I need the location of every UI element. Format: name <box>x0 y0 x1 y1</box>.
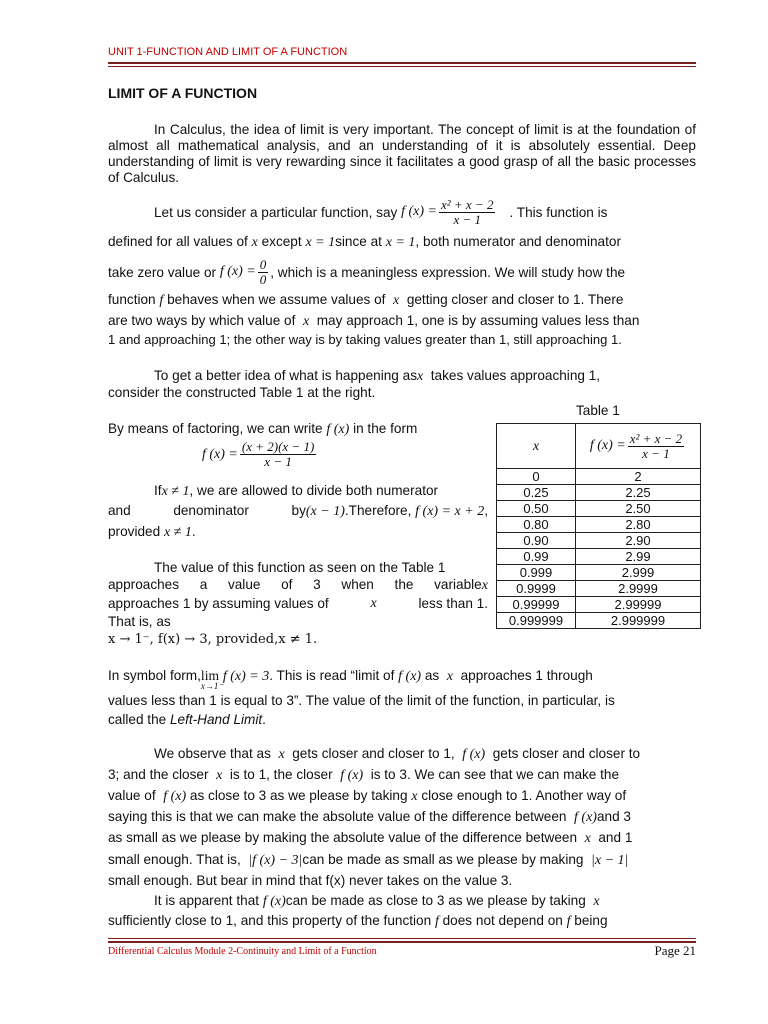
table-header-x: x <box>497 424 576 469</box>
para3-line2: consider the constructed Table 1 at the right. <box>108 385 376 400</box>
observe-line6: small enough. That is, |f (x) − 3|can be made as small as we please by making |x − 1| <box>108 852 629 868</box>
table-row <box>497 565 701 581</box>
table-cell-fx: 2.99999 <box>576 597 701 613</box>
header-rule <box>108 62 696 64</box>
observe-line5: as small as we please by making the absolute value of the difference between x and 1 <box>108 830 633 846</box>
table-row <box>497 485 701 501</box>
para2-line6: 1 and approaching 1; the other way is by taking values greater than 1, still approaching 1. <box>108 332 622 347</box>
table-row <box>497 469 701 485</box>
approach-line5: x → 1⁻, f(x) → 3, provided,x ≠ 1. <box>108 632 318 647</box>
table-cell-x: 0.80 <box>497 517 576 533</box>
symbol-line1: In symbol form,lim x→1⁻ f (x) = 3. This is read “limit of f (x) as x approaches 1 through <box>108 668 593 691</box>
table-row <box>497 581 701 597</box>
table-cell-fx: 2 <box>576 469 701 485</box>
table-caption: Table 1 <box>576 403 620 418</box>
apparent-line2: sufficiently close to 1, and this property of the function f does not depend on f being <box>108 913 608 929</box>
approach-line4: That is, as <box>108 614 171 629</box>
para2-line1: Let us consider a particular function, say f (x) = $\frac{\text{x² + x − 2}}{x - 1}$ . This function is <box>154 196 608 227</box>
table-cell-fx: 2.50 <box>576 501 701 517</box>
table-cell-fx: 2.25 <box>576 485 701 501</box>
symbol-line3: called the Left-Hand Limit. <box>108 712 266 727</box>
table-cell-x: 0.50 <box>497 501 576 517</box>
para2-line2: defined for all values of x except x = 1since at x = 1, both numerator and denominator <box>108 234 621 250</box>
approach-line2: approaches a value of 3 when the variablex <box>108 577 488 593</box>
para3-line1: To get a better idea of what is happening asx takes values approaching 1, <box>154 368 601 384</box>
table-cell-x: 0.90 <box>497 533 576 549</box>
footer-rule <box>108 941 696 943</box>
table-row <box>497 549 701 565</box>
running-footer: Differential Calculus Module 2-Continuity and Limit of a Function <box>108 946 377 957</box>
approach-line3: approaches 1 by assuming values of x less than 1. <box>108 596 488 611</box>
table-cell-x: 0.25 <box>497 485 576 501</box>
header-rule-thin <box>108 66 696 67</box>
table-cell-fx: 2.999 <box>576 565 701 581</box>
observe-line1: We observe that as x gets closer and closer to 1, f (x) gets closer and closer to <box>154 746 641 762</box>
table-row <box>497 597 701 613</box>
factoring-line5: provided x ≠ 1. <box>108 524 196 540</box>
factoring-line3: Ifx ≠ 1, we are allowed to divide both numerator <box>154 483 439 499</box>
observe-line4: saying this is that we can make the absolute value of the difference between f (x)and 3 <box>108 809 631 825</box>
table-row <box>497 613 701 629</box>
table-cell-fx: 2.9999 <box>576 581 701 597</box>
running-header: UNIT 1-FUNCTION AND LIMIT OF A FUNCTION <box>108 46 348 58</box>
intro-paragraph: In Calculus, the idea of limit is very important. The concept of limit is at the foundation of almost all mathematical analysis, and an understanding of it is absolutely essential. Deep understanding of limit is very rewarding since it facilitates a good grasp of all the basic processes of Calculus. <box>108 122 696 185</box>
table-cell-x: 0.9999 <box>497 581 576 597</box>
table-row <box>497 517 701 533</box>
table-cell-x: 0.99999 <box>497 597 576 613</box>
page-number: Page 21 <box>654 943 696 958</box>
factoring-line4: and denominator by(x − 1).Therefore, f (x) = x + 2, <box>108 503 488 519</box>
table-cell-fx: 2.90 <box>576 533 701 549</box>
para2-line5: are two ways by which value of x may approach 1, one is by assuming values less than <box>108 313 640 329</box>
approach-line1: The value of this function as seen on the Table 1 <box>154 560 446 575</box>
observe-line2: 3; and the closer x is to 1, the closer f (x) is to 3. We can see that we can make the <box>108 767 620 783</box>
para2-line3: take zero value or f (x) = $\frac{0}{0}$ , which is a meaningless expression. We will study how the <box>108 256 626 287</box>
zero-fraction: $\frac{0}{0}$ <box>259 256 267 287</box>
para2-line4: function f behaves when we assume values of x getting closer and closer to 1. There <box>108 292 624 308</box>
factored-equation: f (x) = $\frac{(x + 2)(x - 1)}{x - 1}$ <box>202 439 315 469</box>
table-row <box>497 533 701 549</box>
factoring-line1: By means of factoring, we can write f (x) in the form <box>108 421 418 437</box>
table-header-fx: f (x) = $\frac{\text{x² + x − 2}}{x - 1}$ <box>576 424 701 469</box>
table-cell-fx: 2.80 <box>576 517 701 533</box>
apparent-line1: It is apparent that f (x)can be made as close to 3 as we please by taking x <box>154 893 600 909</box>
observe-line7: small enough. But bear in mind that f(x) never takes on the value 3. <box>108 873 513 888</box>
values-table <box>496 423 701 629</box>
table-cell-fx: 2.99 <box>576 549 701 565</box>
fraction: $\frac{\text{x² + x − 2}}{x - 1}$ <box>440 196 494 227</box>
section-title: LIMIT OF A FUNCTION <box>108 85 258 101</box>
table-cell-x: 0 <box>497 469 576 485</box>
table-row <box>497 501 701 517</box>
footer-rule-thin <box>108 938 696 939</box>
observe-line3: value of f (x) as close to 3 as we please by taking x close enough to 1. Another way of <box>108 788 627 804</box>
table-cell-x: 0.999 <box>497 565 576 581</box>
symbol-line2: values less than 1 is equal to 3”. The value of the limit of the function, in particular, is <box>108 693 615 708</box>
table-cell-fx: 2.999999 <box>576 613 701 629</box>
table-cell-x: 0.999999 <box>497 613 576 629</box>
table-cell-x: 0.99 <box>497 549 576 565</box>
